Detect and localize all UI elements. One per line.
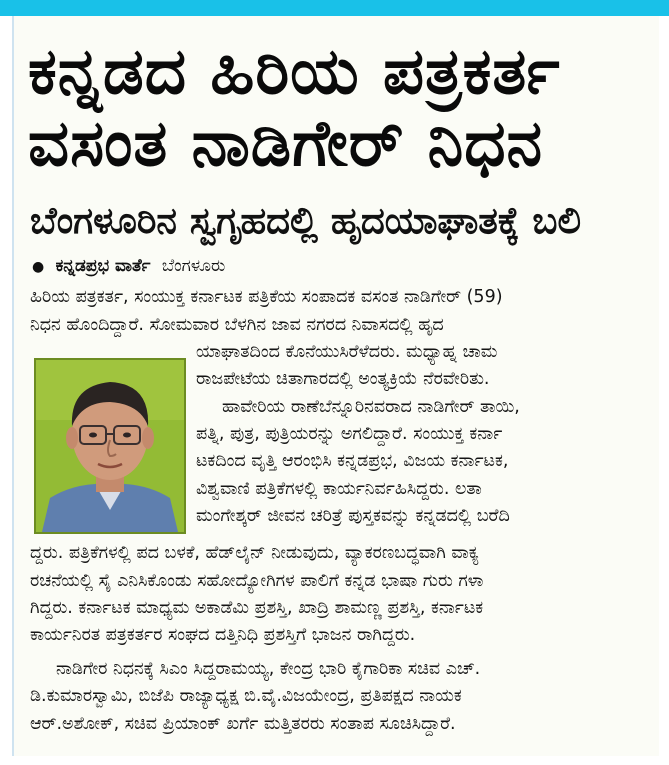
article-line: ನಾಡಿಗೇರ ನಿಧನಕ್ಕೆ ಸಿಎಂ ಸಿದ್ದರಾಮಯ್ಯ, ಕೇಂದ್ರ ಭಾರಿ ಕೈಗಾರಿಕಾ ಸಚಿವ ಎಚ್. bbox=[56, 659, 481, 679]
article-line: ರಚನೆಯಲ್ಲಿ ಸೈ ಎನಿಸಿಕೊಂಡು ಸಹೋದ್ಯೋಗಿಗಳ ಪಾಲಿಗೆ ಕನ್ನಡ ಭಾಷಾ ಗುರು ಗಳಾ bbox=[30, 571, 484, 591]
byline bbox=[32, 254, 225, 279]
article-line: ಡಿ.ಕುಮಾರಸ್ವಾಮಿ, ಬಿಜೆಪಿ ರಾಜ್ಯಾಧ್ಯಕ್ಷ ಬಿ.ವೈ.ವಿಜಯೇಂದ್ರ, ಪ್ರತಿಪಕ್ಷದ ನಾಯಕ bbox=[30, 686, 462, 706]
article-line: ವಿಶ್ವವಾಣಿ ಪತ್ರಿಕೆಗಳಲ್ಲಿ ಕಾರ್ಯನಿರ್ವಹಿಸಿದ್ದರು. ಲತಾ bbox=[196, 479, 482, 499]
portrait-icon bbox=[36, 360, 184, 532]
subheadline: ಬೆಂಗಳೂರಿನ ಸ್ವಗೃಹದಲ್ಲಿ ಹೃದಯಾಘಾತಕ್ಕೆ ಬಲಿ bbox=[30, 199, 582, 242]
article-line: ಟಕದಿಂದ ವೃತ್ತಿ ಆರಂಭಿಸಿ ಕನ್ನಡಪ್ರಭ, ವಿಜಯ ಕರ್ನಾಟಕ, bbox=[196, 451, 509, 471]
article-line: ಕಾರ್ಯನಿರತ ಪತ್ರಕರ್ತರ ಸಂಘದ ದತ್ತಿನಿಧಿ ಪ್ರಶಸ್ತಿಗೆ ಭಾಜನ ರಾಗಿದ್ದರು. bbox=[30, 625, 416, 645]
article-line: ಹಾವೇರಿಯ ರಾಣೆಬೆನ್ನೂರಿನವರಾದ ನಾಡಿಗೇರ್ ತಾಯಿ, bbox=[222, 397, 520, 417]
article-line: ಯಾಘಾತದಿಂದ ಕೊನೆಯುಸಿರೆಳೆದರು. ಮಧ್ಯಾಹ್ನ ಚಾಮ bbox=[196, 342, 498, 362]
byline-source: ಕನ್ನಡಪ್ರಭ ವಾರ್ತೆ bbox=[55, 256, 151, 276]
headline-line-1: ಕನ್ನಡದ ಹಿರಿಯ ಪತ್ರಕರ್ತ bbox=[28, 35, 561, 109]
article-line: ಮಂಗೇಶ್ಕರ್ ಜೀವನ ಚರಿತ್ರೆ ಪುಸ್ತಕವನ್ನು ಕನ್ನಡದಲ್ಲಿ ಬರೆದಿ bbox=[196, 506, 510, 526]
article-line: ಆರ್.ಅಶೋಕ್, ಸಚಿವ ಪ್ರಿಯಾಂಕ್ ಖರ್ಗೆ ಮತ್ತಿತರರು ಸಂತಾಪ ಸೂಚಿಸಿದ್ದಾರೆ. bbox=[30, 714, 456, 734]
byline-place: ಬೆಂಗಳೂರು bbox=[161, 256, 226, 276]
top-color-bar bbox=[0, 0, 669, 16]
portrait-photo bbox=[34, 358, 186, 534]
article-line: ದ್ದರು. ಪತ್ರಿಕೆಗಳಲ್ಲಿ ಪದ ಬಳಕೆ, ಹೆಡ್‌ಲೈನ್ ನೀಡುವುದು, ವ್ಯಾಕರಣಬದ್ಧವಾಗಿ ವಾಕ್ಯ bbox=[30, 543, 480, 563]
headline-line-2: ವಸಂತ ನಾಡಿಗೇರ್ ನಿಧನ bbox=[28, 107, 544, 181]
article-line: ನಿಧನ ಹೊಂದಿದ್ದಾರೆ. ಸೋಮವಾರ ಬೆಳಗಿನ ಜಾವ ನಗರದ ನಿವಾಸದಲ್ಲಿ ಹೃದ bbox=[30, 315, 444, 335]
article-line: ರಾಜಪೇಟೆಯ ಚಿತಾಗಾರದಲ್ಲಿ ಅಂತ್ಯಕ್ರಿಯೆ ನೆರವೇರಿತು. bbox=[196, 369, 490, 389]
bullet-icon: ● bbox=[32, 259, 45, 275]
article-line: ಹಿರಿಯ ಪತ್ರಕರ್ತ, ಸಂಯುಕ್ತ ಕರ್ನಾಟಕ ಪತ್ರಿಕೆಯ ಸಂಪಾದಕ ವಸಂತ ನಾಡಿಗೇರ್ (59) bbox=[30, 287, 503, 307]
article-line: ಪತ್ನಿ, ಪುತ್ರ, ಪುತ್ರಿಯರನ್ನು ಅಗಲಿದ್ದಾರೆ. ಸಂಯುಕ್ತ ಕರ್ನಾ bbox=[196, 424, 503, 444]
article-line: ಗಿದ್ದರು. ಕರ್ನಾಟಕ ಮಾಧ್ಯಮ ಅಕಾಡೆಮಿ ಪ್ರಶಸ್ತಿ, ಖಾದ್ರಿ ಶಾಮಣ್ಣ ಪ್ರಶಸ್ತಿ, ಕರ್ನಾಟಕ bbox=[30, 598, 484, 618]
